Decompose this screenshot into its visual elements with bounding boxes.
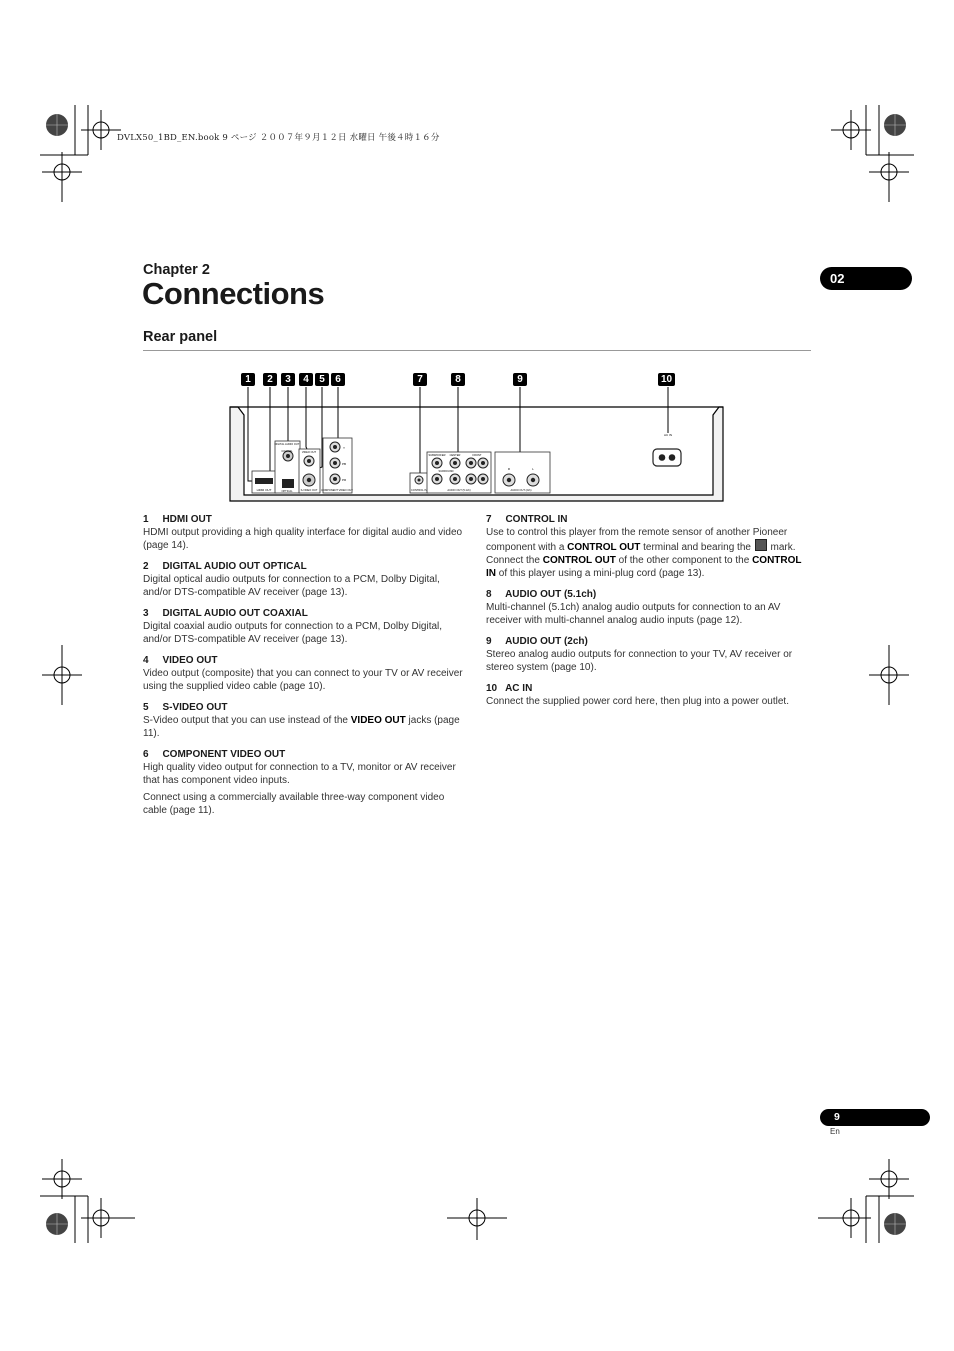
callout-5: 5 bbox=[315, 373, 329, 386]
item-heading: 2 DIGITAL AUDIO OUT OPTICAL bbox=[143, 561, 307, 572]
item-ac-in bbox=[486, 682, 811, 708]
item-heading: 4 VIDEO OUT bbox=[143, 655, 218, 666]
page-title: Connections bbox=[142, 276, 325, 311]
item-s-video-out bbox=[143, 701, 468, 740]
optical-label: OPTICAL bbox=[281, 490, 293, 493]
audio-out-2ch-label: AUDIO OUT (2ch) bbox=[510, 489, 532, 492]
page-number: 9 bbox=[820, 1109, 930, 1126]
component-y-label: Y bbox=[343, 446, 346, 450]
component-video-out-label: COMPONENT VIDEO OUT bbox=[321, 489, 353, 492]
chapter-tab: 02 bbox=[820, 267, 912, 290]
item-audio-out-2ch bbox=[486, 635, 811, 674]
item-description: HDMI output providing a high quality interface for digital audio and video (page 14). bbox=[143, 527, 463, 551]
callout-7: 7 bbox=[413, 373, 427, 386]
language-code: En bbox=[830, 1127, 840, 1136]
center-label: CENTER bbox=[449, 454, 461, 457]
item-hdmi-out bbox=[143, 513, 468, 552]
item-heading: 10 AC IN bbox=[486, 683, 533, 694]
section-title: Rear panel bbox=[143, 329, 218, 345]
item-audio-out-51ch bbox=[486, 588, 811, 627]
item-digital-audio-out-coaxial bbox=[143, 607, 468, 646]
coaxial-label: COAXIAL bbox=[281, 450, 293, 453]
item-description: Multi-channel (5.1ch) analog audio outputs for connection to an AV receiver with multi-channel analog audio inputs (page 12). bbox=[486, 602, 781, 626]
item-digital-audio-out-optical bbox=[143, 560, 468, 599]
section-divider bbox=[143, 350, 811, 351]
item-heading: 7 CONTROL IN bbox=[486, 514, 568, 525]
left-column bbox=[143, 513, 468, 825]
item-video-out bbox=[143, 654, 468, 693]
callout-3: 3 bbox=[281, 373, 295, 386]
callout-6: 6 bbox=[331, 373, 345, 386]
chapter-label: Chapter 2 bbox=[143, 262, 210, 278]
hdmi-out-label: HDMI OUT bbox=[256, 488, 272, 492]
callout-10: 10 bbox=[658, 373, 675, 386]
s-video-out-label: S-VIDEO OUT bbox=[300, 489, 318, 492]
item-description: Digital coaxial audio outputs for connection to a PCM, Dolby Digital, and/or DTS-compatible AV receiver (page 13). bbox=[143, 621, 443, 645]
callout-9: 9 bbox=[513, 373, 527, 386]
audio-l-label: L bbox=[532, 467, 534, 471]
item-control-in bbox=[486, 513, 811, 580]
item-description: Digital optical audio outputs for connection to a PCM, Dolby Digital, and/or DTS-compatible AV receiver (page 13). bbox=[143, 574, 440, 598]
item-heading: 6 COMPONENT VIDEO OUT bbox=[143, 749, 286, 760]
item-heading: 1 HDMI OUT bbox=[143, 514, 212, 525]
callout-1: 1 bbox=[241, 373, 255, 386]
callout-4: 4 bbox=[299, 373, 313, 386]
control-in-label: CONTROL IN bbox=[411, 489, 427, 492]
item-heading: 5 S-VIDEO OUT bbox=[143, 702, 228, 713]
callout-8: 8 bbox=[451, 373, 465, 386]
print-header: DVLX50_1BD_EN.book 9 ページ ２００７年９月１２日 水曜日 午後４時１６分 bbox=[117, 133, 440, 143]
item-description: Connect using a commercially available three-way component video cable (page 11). bbox=[143, 792, 445, 816]
item-description: Stereo analog audio outputs for connection to your TV, AV receiver or stereo system (page 10). bbox=[486, 649, 793, 673]
component-pb-label: PB bbox=[342, 462, 347, 466]
rear-panel-diagram bbox=[225, 385, 730, 505]
audio-out-51-label: AUDIO OUT (5.1ch) bbox=[447, 489, 471, 492]
callout-2: 2 bbox=[263, 373, 277, 386]
item-heading: 3 DIGITAL AUDIO OUT COAXIAL bbox=[143, 608, 308, 619]
item-description: High quality video output for connection to a TV, monitor or AV receiver that has component video inputs. bbox=[143, 762, 456, 786]
component-pr-label: PR bbox=[342, 478, 347, 482]
item-description: Use to control this player from the remote sensor of another Pioneer component with a CONTROL OUT terminal and bearing the mark. Connect the CONTROL OUT of the other component to the CONTROL IN of this player using a mini-plug cord (page 13). bbox=[486, 527, 802, 579]
subwoofer-label: SUBWOOFER bbox=[428, 454, 446, 457]
item-component-video-out bbox=[143, 748, 468, 817]
item-heading: 9 AUDIO OUT (2ch) bbox=[486, 636, 588, 647]
ac-in-label: AC IN bbox=[663, 433, 673, 437]
item-heading: 8 AUDIO OUT (5.1ch) bbox=[486, 589, 597, 600]
sr-mark-icon bbox=[755, 539, 767, 551]
right-column bbox=[486, 513, 811, 716]
video-out-label: VIDEO OUT bbox=[301, 451, 317, 454]
item-description: Connect the supplied power cord here, then plug into a power outlet. bbox=[486, 696, 789, 707]
item-description: S-Video output that you can use instead of the VIDEO OUT jacks (page 11). bbox=[143, 715, 460, 739]
digital-audio-out-label: DIGITAL AUDIO OUT bbox=[274, 443, 300, 446]
audio-r-label: R bbox=[507, 467, 511, 471]
item-description: Video output (composite) that you can connect to your TV or AV receiver using the supplied video cable (page 10). bbox=[143, 668, 463, 692]
front-label: FRONT bbox=[472, 454, 482, 457]
surround-label: SURROUND bbox=[438, 470, 454, 473]
